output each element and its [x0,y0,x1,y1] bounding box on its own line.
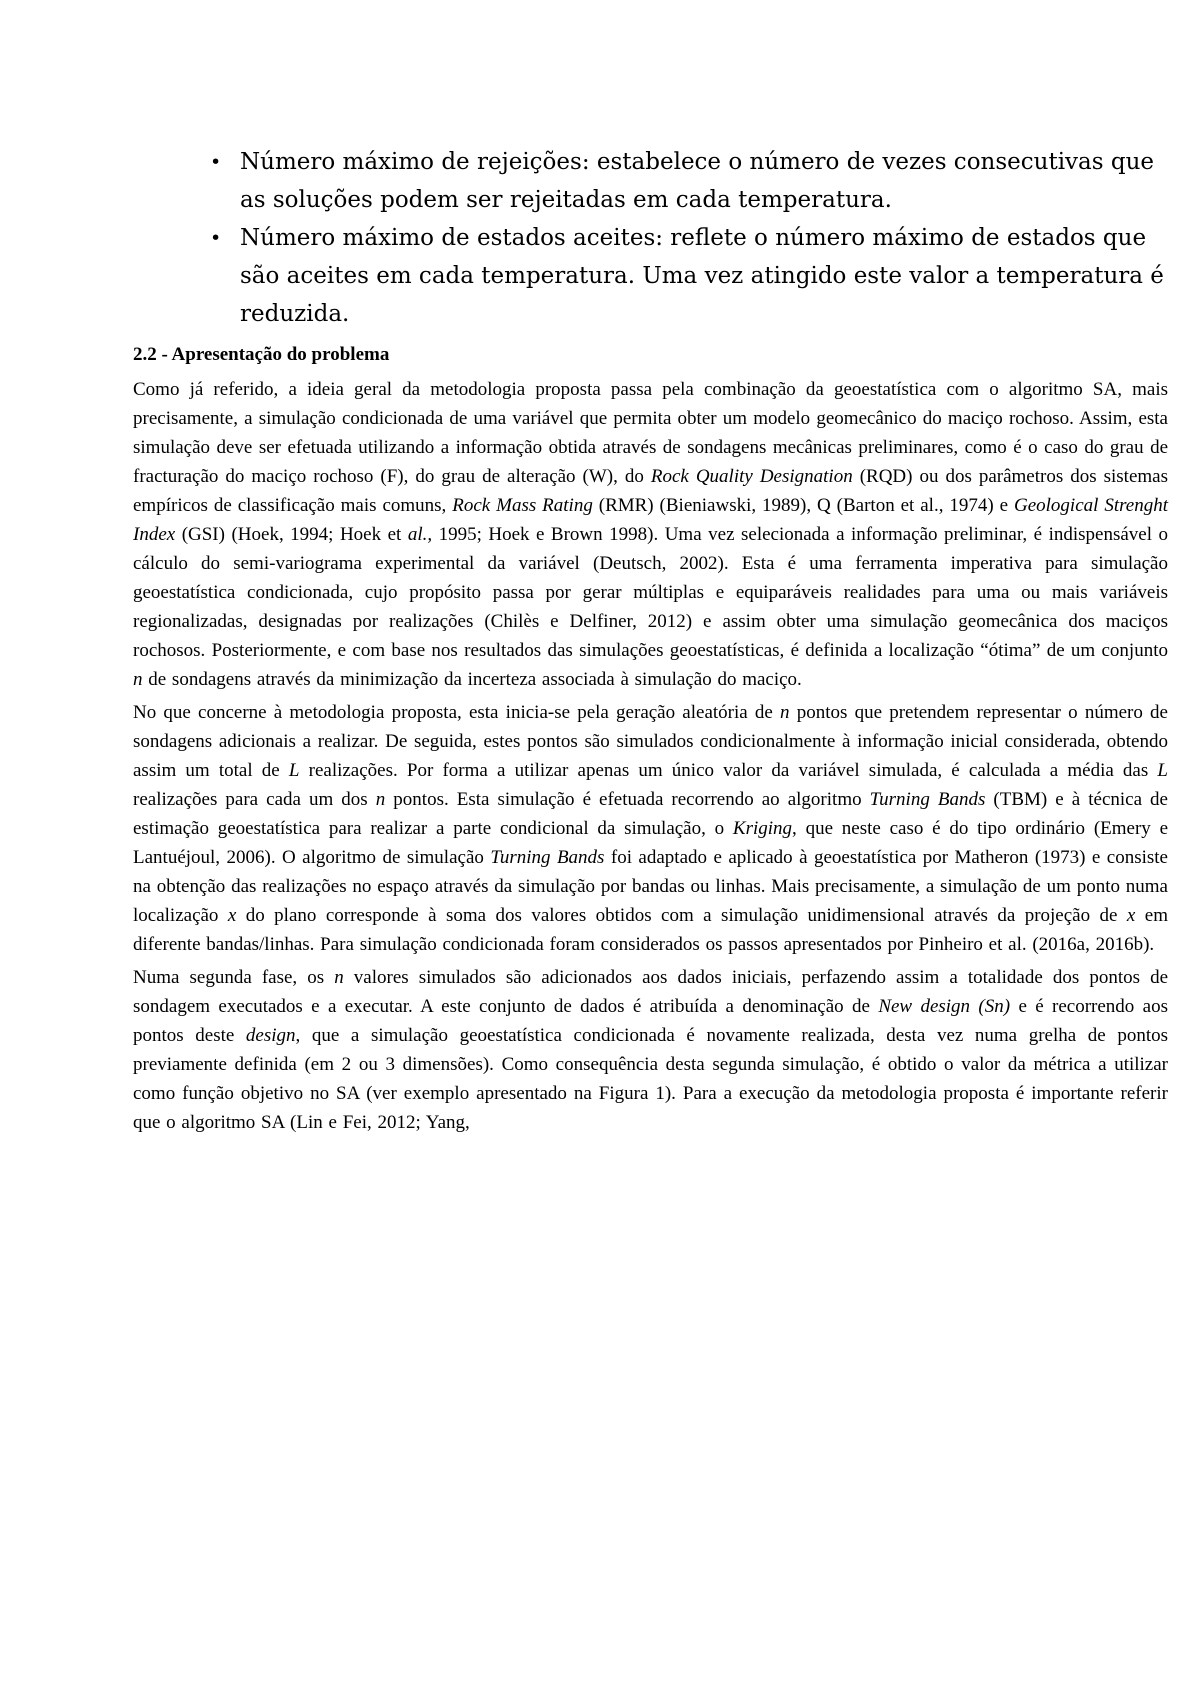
bullet-text: Número máximo de estados aceites: reflete o número máximo de estados que são aceites em cada temperatura. Uma vez atingido este valor a temperatura é reduzida. [240,225,1164,327]
list-item [133,219,1168,333]
bullet-list [133,143,1168,333]
paragraph: No que concerne à metodologia proposta, esta inicia-se pela geração aleatória de n pontos que pretendem representar o número de sondagens adicionais a realizar. De seguida, estes pontos são simulados condicionalmente à informação inicial considerada, obtendo assim um total de L realizações. Por forma a utilizar apenas um único valor da variável simulada, é calculada a média das L realizações para cada um dos n pontos. Esta simulação é efetuada recorrendo ao algoritmo Turning Bands (TBM) e à técnica de estimação geoestatística para realizar a parte condicional da simulação, o Kriging, que neste caso é do tipo ordinário (Emery e Lantuéjoul, 2006). O algoritmo de simulação Turning Bands foi adaptado e aplicado à geoestatística por Matheron (1973) e consiste na obtenção das realizações no espaço através da simulação por bandas ou linhas. Mais precisamente, a simulação de um ponto numa localização x do plano corresponde à soma dos valores obtidos com a simulação unidimensional através da projeção de x em diferente bandas/linhas. Para simulação condicionada foram considerados os passos apresentados por Pinheiro et al. (2016a, 2016b). [133,702,1169,955]
bullet-icon: • [210,151,222,173]
bullet-icon: • [210,227,222,249]
paragraph: Como já referido, a ideia geral da metodologia proposta passa pela combinação da geoestatística com o algoritmo SA, mais precisamente, a simulação condicionada de uma variável que permita obter um modelo geomecânico do maciço rochoso. Assim, esta simulação deve ser efetuada utilizando a informação obtida através de sondagens mecânicas preliminares, como é o caso do grau de fracturação do maciço rochoso (F), do grau de alteração (W), do Rock Quality Designation (RQD) ou dos parâmetros dos sistemas empíricos de classificação mais comuns, Rock Mass Rating (RMR) (Bieniawski, 1989), Q (Barton et al., 1974) e Geological Strenght Index (GSI) (Hoek, 1994; Hoek et al., 1995; Hoek e Brown 1998). Uma vez selecionada a informação preliminar, é indispensável o cálculo do semi-variograma experimental da variável (Deutsch, 2002). Esta é uma ferramenta imperativa para simulação geoestatística condicionada, cujo propósito passa por gerar múltiplas e equiparáveis realidades para uma ou mais variáveis regionalizadas, designadas por realizações (Chilès e Delfiner, 2012) e assim obter uma simulação geomecânica dos maciços rochosos. Posteriormente, e com base nos resultados das simulações geoestatísticas, é definida a localização “ótima” de um conjunto n de sondagens através da minimização da incerteza associada à simulação do maciço. [133,379,1169,690]
paragraph: Numa segunda fase, os n valores simulados são adicionados aos dados iniciais, perfazendo assim a totalidade dos pontos de sondagem executados e a executar. A este conjunto de dados é atribuída a denominação de New design (Sn) e é recorrendo aos pontos deste design, que a simulação geoestatística condicionada é novamente realizada, desta vez numa grelha de pontos previamente definida (em 2 ou 3 dimensões). Como consequência desta segunda simulação, é obtido o valor da métrica a utilizar como função objetivo no SA (ver exemplo apresentado na Figura 1). Para a execução da metodologia proposta é importante referir que o algoritmo SA (Lin e Fei, 2012; Yang, [133,967,1168,1133]
bullet-text: Número máximo de rejeições: estabelece o número de vezes consecutivas que as soluções podem ser rejeitadas em cada temperatura. [240,149,1155,213]
section-heading: 2.2 - Apresentação do problema [133,344,390,365]
text-column [133,0,1168,1141]
list-item [133,143,1168,219]
